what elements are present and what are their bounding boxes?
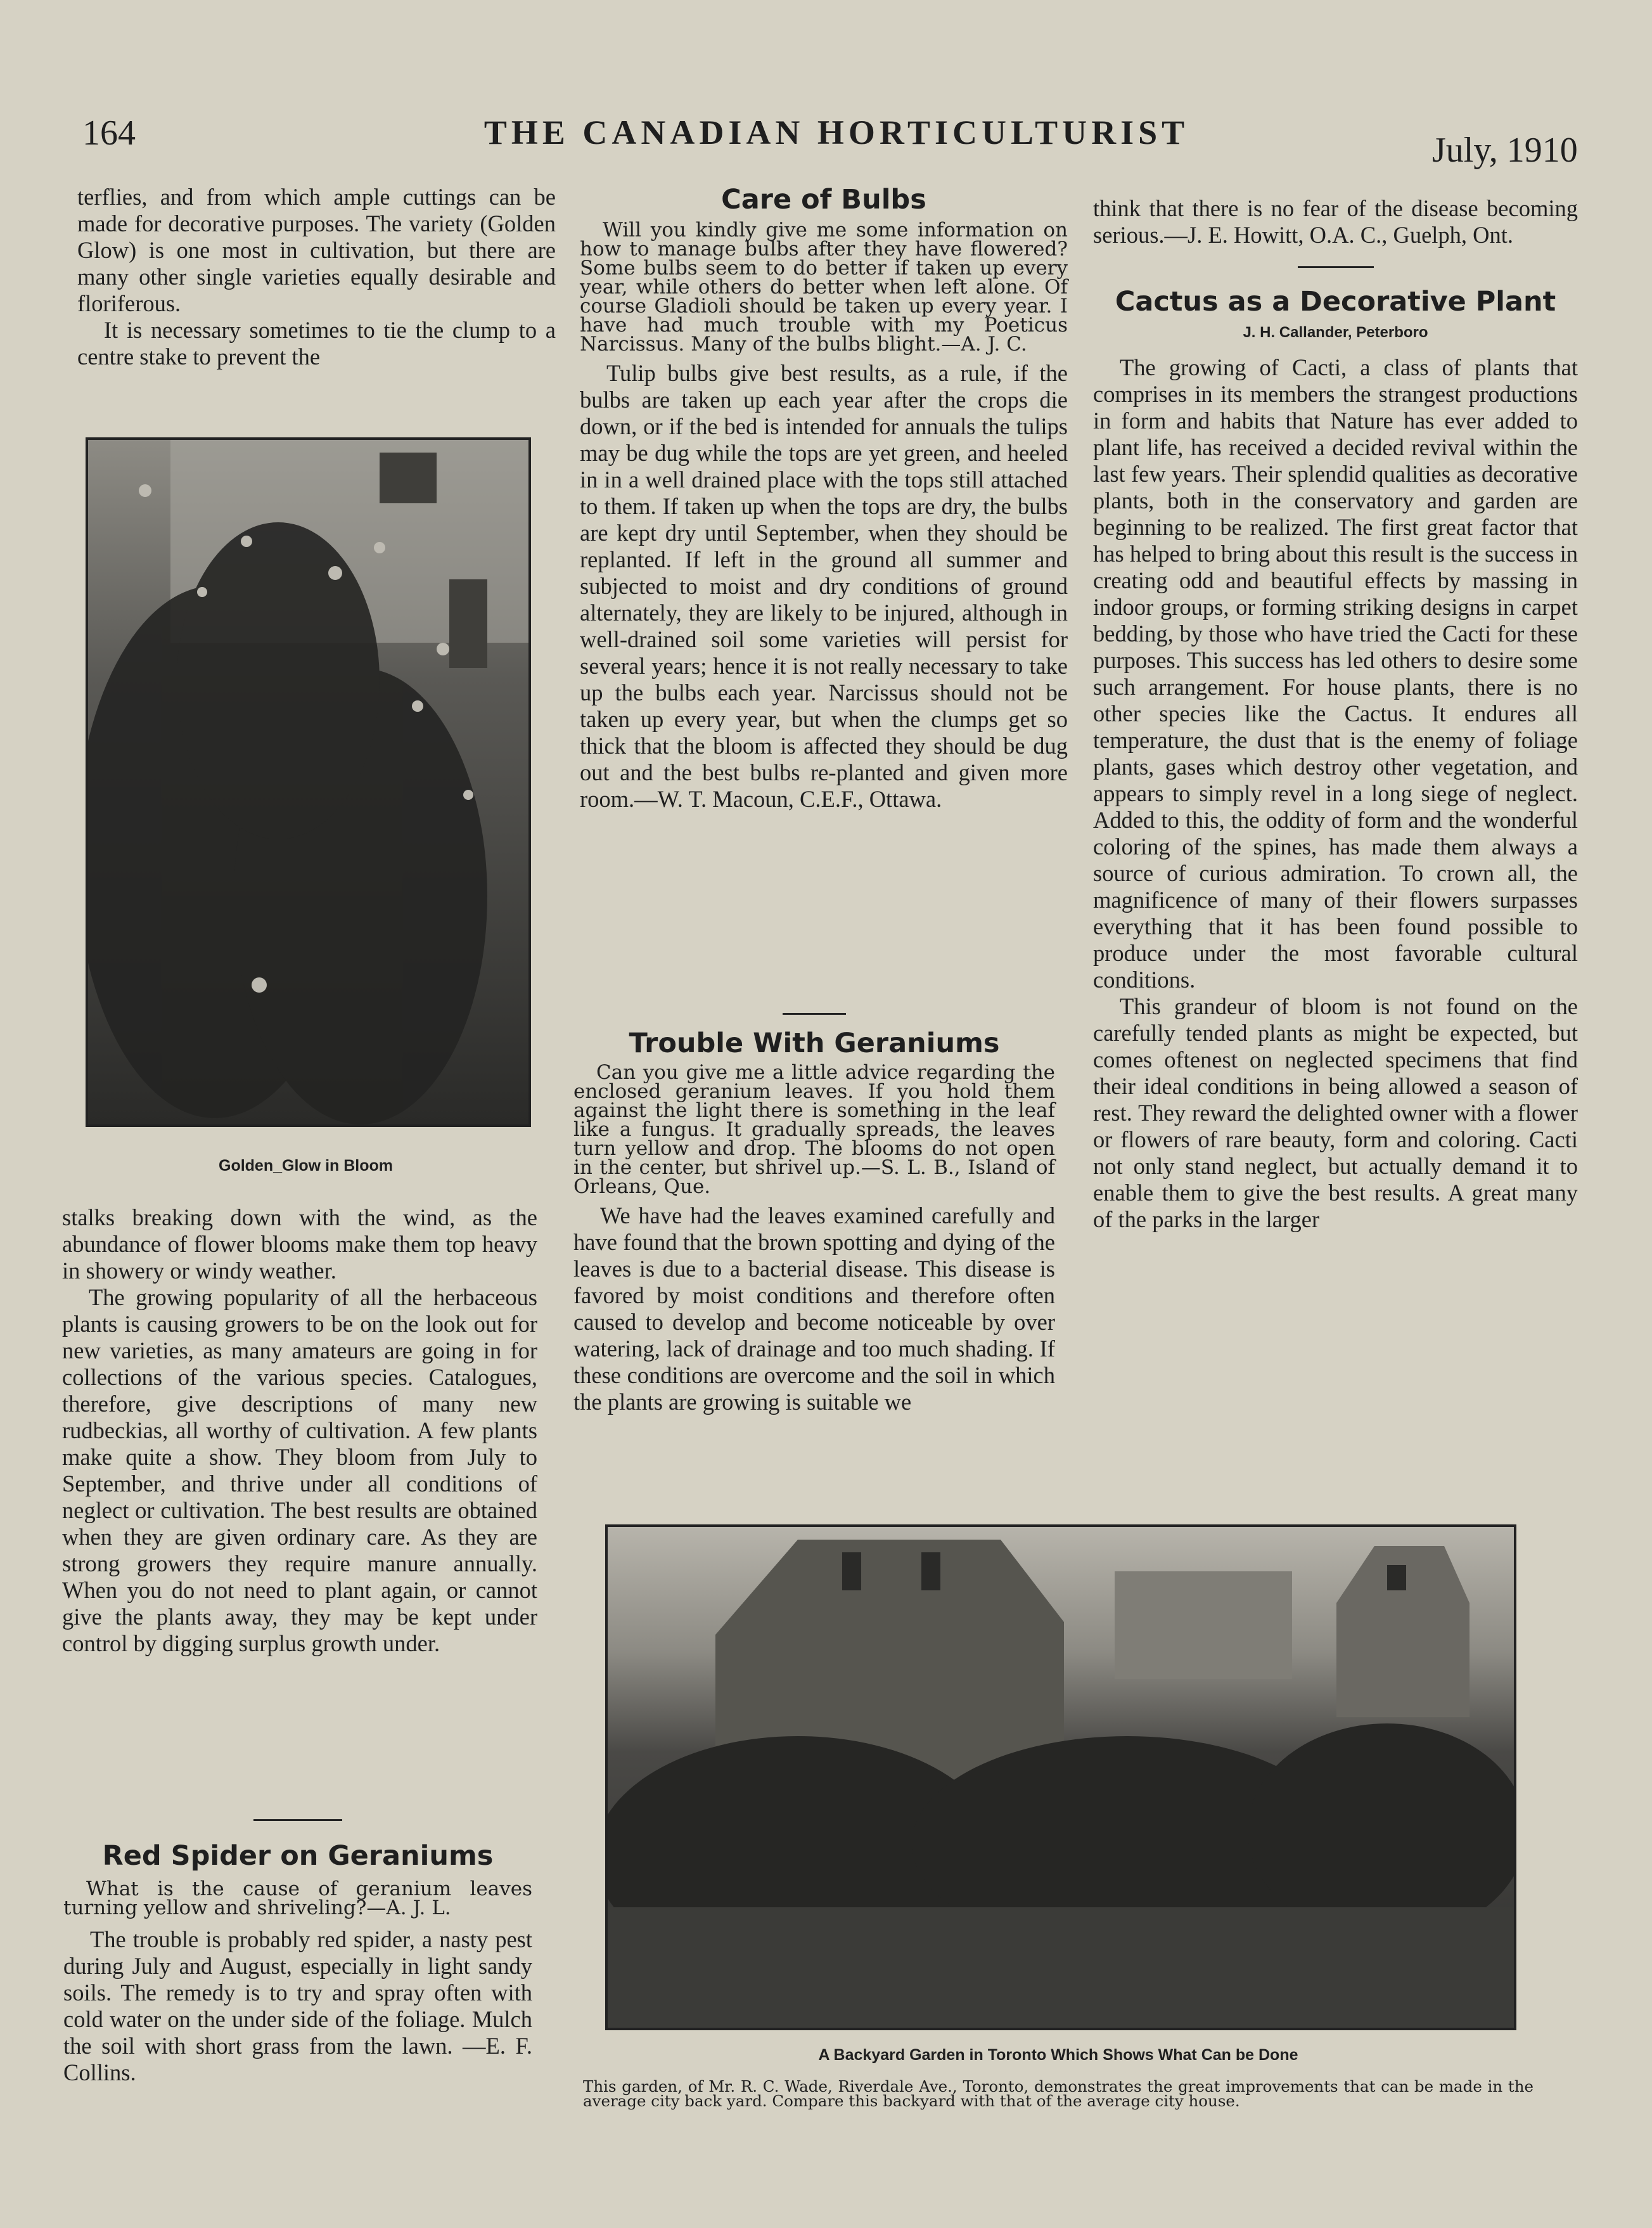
journal-title: THE CANADIAN HORTICULTURIST [483, 113, 1189, 151]
cactus-title: Cactus as a Decorative Plant [1115, 286, 1556, 318]
golden-glow-photo [86, 437, 531, 1127]
issue-date: July, 1910 [1432, 131, 1578, 170]
red-spider-question: What is the cause of geranium leaves turning yellow and shriveling?—A. J. L. [63, 1877, 532, 1919]
paragraph: terflies, and from which ample cuttings can be made for decorative purposes. The variety (Golden Glow) is one most in cultivation, but there are many other single varieties equally desirable and floriferous. [77, 184, 556, 316]
section-divider [783, 1013, 846, 1015]
column-1-continued [62, 1204, 537, 1657]
backyard-caption-title: A Backyard Garden in Toronto Which Shows What Can be Done [818, 2046, 1298, 2064]
paragraph: This grandeur of bloom is not found on the carefully tended plants as might be expected, but comes oftenest on neglected specimens that find their ideal conditions in being allowed a season of rest. They reward the delighted owner with a flower or flowers of rare beauty, form and coloring. Cacti not only stand neglect, but actually demand it to enable them to give the best results. A great many of the parks in the larger [1093, 993, 1578, 1232]
backyard-garden-photo [605, 1524, 1516, 2030]
care-of-bulbs-question: Will you kindly give me some information on how to manage bulbs after they have flowered? Some bulbs seem to do better if taken up every year, while others do better when left alone. Of course Gladioli should be taken up every year. I have had much trouble with my Poeticus Narcissus. Many of the bulbs blight.—A. J. C. [580, 219, 1068, 356]
paragraph: The growing popularity of all the herbaceous plants is causing growers to be on the look out for new varieties, as many amateurs are going in for collections of the various species. Catalogues, therefore, give descriptions of many new rudbeckias, all worthy of cultivation. A few plants make quite a show. They bloom from July to September, and thrive under all conditions of neglect or cultivation. The best results are obtained when they are given ordinary care. As they are strong growers they require manure annually. When you do not need to plant again, or cannot give the plants away, they may be kept under control by digging surplus growth under. [62, 1284, 537, 1656]
geraniums-article [573, 1013, 1055, 1415]
geraniums-answer: We have had the leaves examined carefully and have found that the brown spotting and dying of the leaves is due to a bacterial disease. This disease is favored by moist conditions and therefore often caused to develop and become noticeable by over watering, lack of drainage and too much shading. If these conditions are overcome and the soil in which the plants are growing is suitable we [573, 1202, 1055, 1415]
section-divider [253, 1819, 342, 1821]
column-1-intro [77, 184, 556, 370]
section-divider [1298, 266, 1374, 268]
geraniums-question: Can you give me a little advice regarding the enclosed geranium leaves. If you hold them against the light there is something in the leaf like a fungus. It gradually spreads, the leaves turn yellow and drop. The blooms do not open in the center, but shrivel up.—S. L. B., Island of Orleans, Que. [573, 1061, 1055, 1198]
paragraph: It is necessary sometimes to tie the clump to a centre stake to prevent the [77, 317, 556, 370]
cactus-byline: J. H. Callander, Peterboro [1243, 324, 1428, 341]
paragraph: stalks breaking down with the wind, as the abundance of flower blooms make them top heavy in showery or windy weather. [62, 1204, 537, 1284]
golden-glow-caption: Golden_Glow in Bloom [219, 1157, 393, 1175]
golden-glow-image [88, 440, 528, 1124]
care-of-bulbs-title: Care of Bulbs [721, 184, 926, 216]
care-of-bulbs-answer: Tulip bulbs give best results, as a rule, if the bulbs are taken up each year after the crops die down, or if the bed is intended for annuals the tulips may be dug while the tops are yet green, and heeled in in a well drained place with the tops still attached to them. If taken up when the tops are dry, the bulbs are kept dry until September, when they should be replanted. If left in the ground all summer and subjected to moist and dry conditions of ground alternately, they are likely to be injured, although in well-drained soil some varieties will persist for several years; hence it is not really necessary to take up the bulbs each year. Narcissus should not be taken up every year, but when the clumps get so thick that the bloom is affected they should be dug out and the best bulbs re-planted and given more room.—W. T. Macoun, C.E.F., Ottawa. [580, 360, 1068, 812]
column-3 [1093, 195, 1578, 1233]
backyard-caption-text: This garden, of Mr. R. C. Wade, Riverdale Ave., Toronto, demonstrates the great improvements that can be made in the average city back yard. Compare this backyard with that of the average city house. [583, 2077, 1534, 2110]
howitt-continued: think that there is no fear of the disease becoming serious.—J. E. Howitt, O.A. C., Guelph, Ont. [1093, 195, 1578, 248]
backyard-garden-image [608, 1527, 1514, 2028]
page-number: 164 [82, 113, 136, 153]
geraniums-title: Trouble With Geraniums [629, 1027, 1000, 1059]
red-spider-article [63, 1819, 532, 2086]
care-of-bulbs-article [580, 184, 1068, 813]
red-spider-answer: The trouble is probably red spider, a nasty pest during July and August, especially in light sandy soils. The remedy is to try and spray often with cold water on the under side of the foliage. Mulch the soil with short grass from the lawn. —E. F. Collins. [63, 1926, 532, 2085]
red-spider-title: Red Spider on Geraniums [102, 1840, 494, 1872]
paragraph: The growing of Cacti, a class of plants that comprises in its members the strangest productions in form and habits that Nature has ever added to plant life, has received a decided revival within the last few years. Their splendid qualities as decorative plants, both in the conservatory and garden are beginning to be realized. The first great factor that has helped to bring about this result is the success in creating odd and beautiful effects by massing in indoor groups, or forming striking designs in carpet bedding, by those who have tried the Cacti for these purposes. This success has led others to desire some such arrangement. For house plants, there is no other species like the Cactus. It endures all temperature, the dust that is the enemy of foliage plants, gases which destroy other vegetation, and appears to simply revel in a long siege of neglect. Added to this, the oddity of form and the wonderful coloring of the spines, has made them always a source of curious admiration. To crown all, the magnificence of many of their flowers surpasses everything that it has been found possible to produce under the most favorable cultural conditions. [1093, 354, 1578, 993]
